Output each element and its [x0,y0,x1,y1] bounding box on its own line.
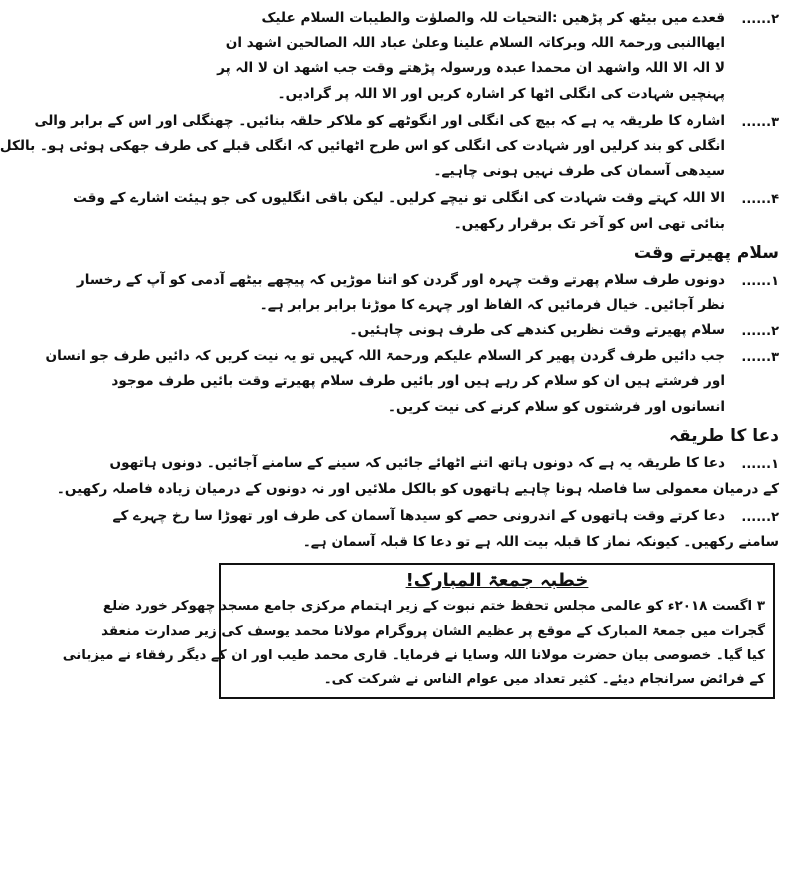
section-heading-salam: سلام پھیرتے وقت [633,242,779,263]
text-line: قعدے میں بیٹھ کر پڑھیں :التحیات للہ والصلوٰت والطیبات السلام علیک [261,10,725,26]
text-line: سامنے رکھیں۔ کیونکہ نماز کا قبلہ بیت اللہ ہے تو دعا کا قبلہ آسمان ہے۔ [302,534,779,551]
item-number: ۲...... [741,324,779,340]
list-item [73,186,779,236]
text-line: پہنچیں شہادت کی انگلی اٹھا کر اشارہ کریں اور الا اللہ پر گرادیں۔ [277,85,725,102]
list-item [109,451,779,477]
text-line: دعا کا طریقہ یہ ہے کہ دونوں ہاتھ اتنے اٹھائے جائیں کہ سینے کے سامنے آجائیں۔ دونوں ہاتھوں [109,454,725,471]
list-item [215,318,779,344]
item-number: ۲...... [741,510,779,526]
text-line: سیدھی آسمان کی طرف نہیں ہونی چاہیے۔ [433,163,725,180]
text-line: ایھاالنبی ورحمۃ اللہ وبرکاتہ السلام علینا وعلیٰ عباد اللہ الصالحین اشھد ان [225,35,725,52]
item-text [215,318,725,343]
list-item [45,344,779,420]
list-item [112,504,779,530]
item-continuation [56,477,779,502]
text-line: لا الہ الا اللہ واشھد ان محمدا عبدہ ورسولہ پڑھتے وقت جب اشھد ان لا الہ پر [217,60,725,77]
item-text [113,504,726,529]
text-line: انسانوں اور فرشتوں کو سلام کرنے کی نیت کریں۔ [387,398,725,415]
text-line: جب دائیں طرف گردن پھیر کر السلام علیکم ورحمۃ اللہ کہیں تو یہ نیت کریں کہ دائیں طرف جو انسان [45,348,725,365]
item-text [110,451,726,476]
text-line: انگلی کو بند کرلیں اور شہادت کی انگلی کو اس طرح اٹھائیں کہ انگلی قبلے کی طرف جھکی ہوئی ہو۔ بالکل [0,138,725,155]
item-text [215,6,725,107]
list-item [76,268,779,318]
dua-section [56,451,779,555]
item-number: ۴...... [741,192,779,208]
tashahhud-section [0,6,779,237]
item-text [77,268,725,318]
item-number: ۳...... [741,114,779,130]
news-line: ۳ اگست ۲۰۱۸ء کو عالمی مجلس تحفظ ختم نبوت کے زیر اہتمام مرکزی جامع مسجد چھوکر خورد ضلع [102,599,765,615]
text-line: اور فرشتے ہیں ان کو سلام کر رہے ہیں اور بائیں طرف سلام پھیرتے وقت بائیں طرف موجود [111,373,725,390]
item-text [46,344,725,420]
news-line: کیا گیا۔ خصوصی بیان حضرت مولانا اللہ وسایا نے فرمایا۔ قاری محمد طیب اور ان کے دیگر رفقاء نے میزبانی [62,648,765,664]
text-line: دونوں طرف سلام پھرتے وقت چہرہ اور گردن کو اتنا موڑیں کہ پیچھے بیٹھے آدمی کو آپ کے رخسار [76,271,725,288]
item-number: ۱...... [741,456,779,472]
section-heading-dua: دعا کا طریقہ [669,425,779,446]
text-line: کے درمیان معمولی سا فاصلہ ہونا چاہیے ہاتھوں کو بالکل ملائیں اور نہ دونوں کے درمیان زیادہ فاصلہ رکھیں۔ [56,480,779,497]
news-box-title: خطبہ جمعۃ المبارک! [405,570,589,592]
news-box [62,563,775,699]
item-text [0,109,725,185]
text-line: نظر آجائیں۔ خیال فرمائیں کہ الفاظ اور چہرے کا موڑنا برابر برابر ہے۔ [259,297,725,314]
salam-section [45,268,779,420]
item-number: ۲...... [741,12,779,27]
news-line: کے فرائض سرانجام دیئے۔ کثیر تعداد میں عوام الناس نے شرکت کی۔ [323,672,765,688]
text-line: الا اللہ کہتے وقت شہادت کی انگلی تو نیچے کرلیں۔ لیکن باقی انگلیوں کی جو ہیئت اشارے کے وقت [73,190,725,207]
item-number: ۱...... [741,273,779,289]
list-item [215,6,779,107]
list-item [0,109,779,185]
text-line: بنائی تھی اس کو آخر تک برقرار رکھیں۔ [453,215,725,232]
item-number: ۳...... [741,350,779,366]
news-line: گجرات میں جمعۃ المبارک کے موقع پر عظیم الشان پروگرام مولانا محمد یوسف کی زیر صدارت منعقد [101,623,765,639]
text-line: دعا کرتے وقت ہاتھوں کے اندرونی حصے کو سیدھا آسمان کی طرف اور تھوڑا سا رخ چہرے کے [112,508,725,525]
item-continuation [215,530,779,555]
text-line: اشارہ کا طریقہ یہ ہے کہ بیچ کی انگلی اور انگوٹھے کو ملاکر حلقہ بنائیں۔ چھنگلی اور اس کے برابر والی [34,112,725,129]
item-text [73,186,725,236]
text-line: سلام پھیرتے وقت نظریں کندھے کی طرف ہونی چاہئیں۔ [349,322,725,339]
